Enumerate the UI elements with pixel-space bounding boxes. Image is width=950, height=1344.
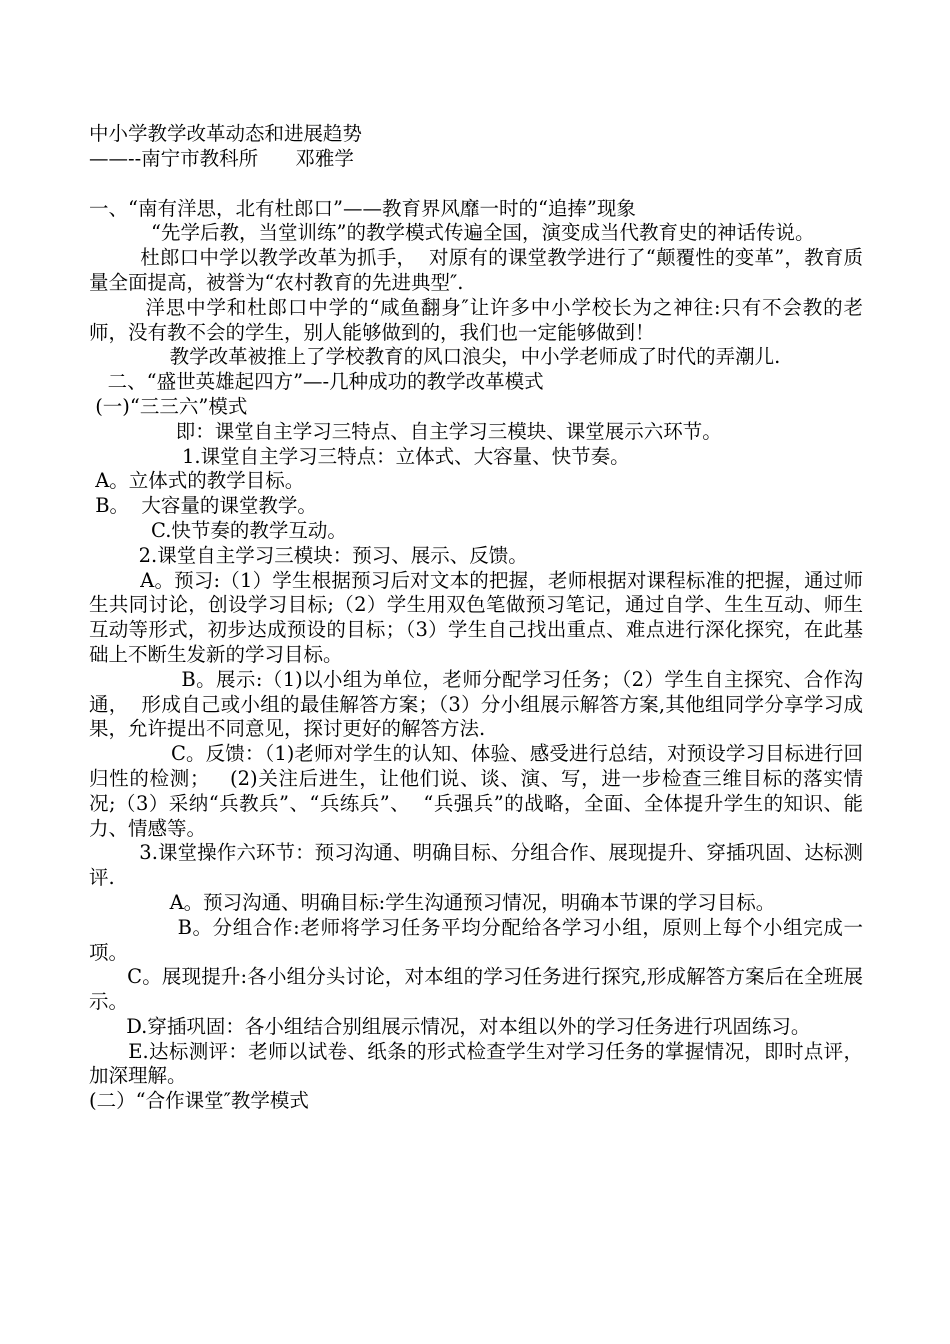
document-title: 中小学教学改革动态和进展趋势	[89, 122, 363, 145]
subsection-heading: (一)“三三六”模式	[89, 394, 248, 418]
document-page	[89, 122, 863, 1114]
paragraph: B。展示:（1)以小组为单位，老师分配学习任务；（2）学生自主探究、合作沟通， 形成自己或小组的最佳解答方案；（3）分小组展示解答方案,其他组同学分享学习成果，允许提出不同意见，探讨更好的解答方法.	[89, 667, 863, 741]
paragraph: 3.课堂操作六环节：预习沟通、明确目标、分组合作、展现提升、穿插巩固、达标测评.	[89, 841, 863, 890]
paragraph: 2.课堂自主学习三模块：预习、展示、反馈。	[89, 543, 528, 567]
list-item: C.快节奏的教学互动。	[89, 518, 347, 542]
paragraph: 即：课堂自主学习三特点、自主学习三模块、课堂展示六环节。	[89, 419, 722, 443]
list-item: A。立体式的教学目标。	[89, 469, 305, 493]
list-item: B。 大容量的课堂教学。	[89, 494, 317, 518]
paragraph: A。预习沟通、明确目标:学生沟通预习情况，明确本节课的学习目标。	[89, 890, 776, 914]
paragraph: 杜郎口中学以教学改革为抓手， 对原有的课堂教学进行了“颠覆性的变革”，教育质量全面提高，被誉为“农村教育的先进典型″.	[89, 246, 864, 294]
paragraph: 一、“南有洋思，北有杜郎口”——教育界风靡一时的“追捧”现象	[89, 196, 636, 220]
paragraph: D.穿插巩固：各小组结合别组展示情况，对本组以外的学习任务进行巩固练习。	[89, 1014, 811, 1038]
paragraph: C。展现提升:各小组分头讨论，对本组的学习任务进行探究,形成解答方案后在全班展示。	[89, 965, 863, 1014]
paragraph: B。分组合作:老师将学习任务平均分配给各学习小组，原则上每个小组完成一项。	[89, 915, 863, 964]
paragraph: E.达标测评：老师以试卷、纸条的形式检查学生对学习任务的掌握情况，即时点评，加深理解。	[89, 1039, 863, 1088]
paragraph: “先学后教，当堂训练”的教学模式传遍全国，演变成当代教育史的神话传说。	[89, 221, 815, 245]
paragraph: C。反馈：（1)老师对学生的认知、体验、感受进行总结，对预设学习目标进行回归性的检测； (2)关注后进生，让他们说、谈、演、写，进一步检查三维目标的落实情况;（3）采纳“兵教兵”、“兵练兵”、 “兵强兵”的战略，全面、全体提升学生的知识、能力、情感等。	[89, 742, 863, 840]
subsection-heading: (二）“合作课堂″教学模式	[89, 1089, 309, 1113]
paragraph: 教学改革被推上了学校教育的风口浪尖，中小学老师成了时代的弄潮儿.	[89, 345, 781, 369]
paragraph: 洋思中学和杜郎口中学的“咸鱼翻身″让许多中小学校长为之神往:只有不会教的老师，没有教不会的学生，别人能够做到的，我们也一定能够做到！	[89, 295, 863, 344]
author-line: ——--南宁市教科所 邓雅学	[89, 146, 354, 170]
paragraph: A。预习:（1）学生根据预习后对文本的把握，老师根据对课程标准的把握，通过师生共同讨论，创设学习目标;（2）学生用双色笔做预习笔记，通过自学、生生互动、师生互动等形式，初步达成预设的目标；（3）学生自己找出重点、难点进行深化探究，在此基础上不断生发新的学习目标。	[89, 568, 864, 666]
spacer	[89, 172, 863, 197]
section-heading: 二、“盛世英雄起四方”—-几种成功的教学改革模式	[89, 370, 544, 394]
paragraph: 1.课堂自主学习三特点：立体式、大容量、快节奏。	[89, 444, 630, 468]
